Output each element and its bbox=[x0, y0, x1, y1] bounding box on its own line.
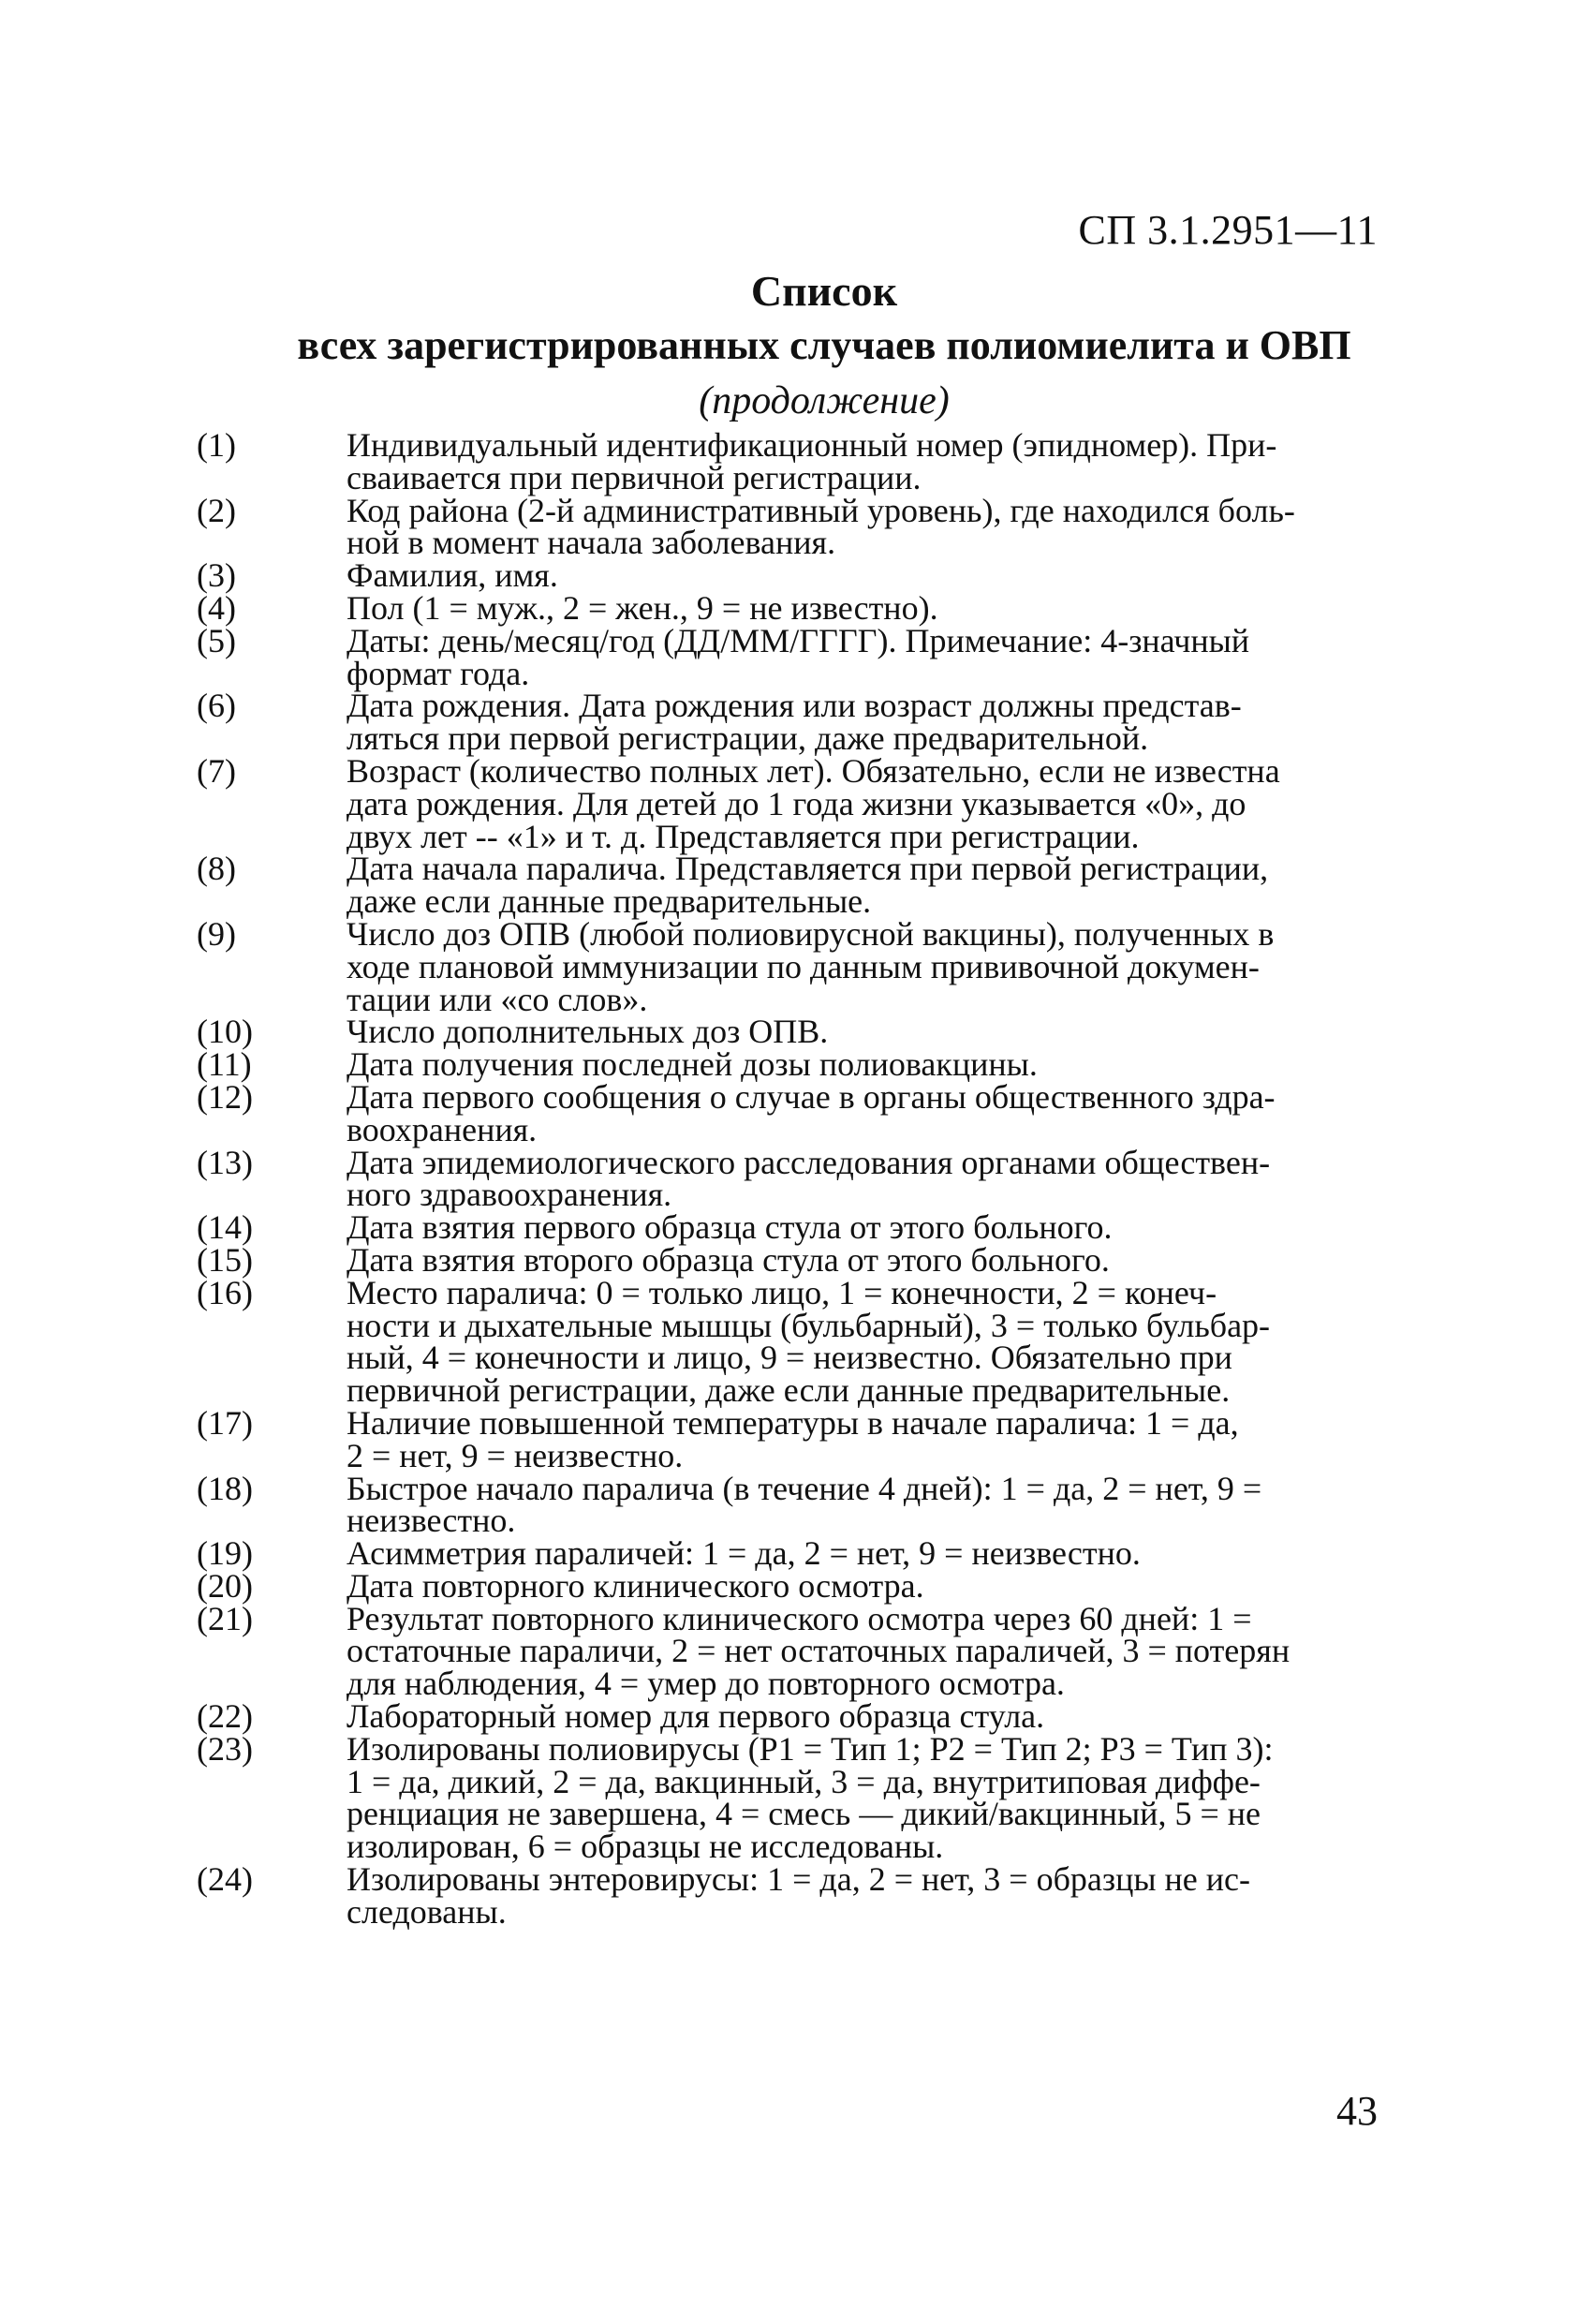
item-number: (11) bbox=[197, 1045, 252, 1084]
item-number: (5) bbox=[197, 621, 236, 659]
item-text: Даты: день/месяц/год (ДД/ММ/ГГГГ). Примечание: 4-значный формат года. bbox=[347, 621, 1250, 692]
item-number: (9) bbox=[197, 914, 236, 953]
list-item bbox=[197, 1566, 1379, 1605]
item-text: Лабораторный номер для первого образца стула. bbox=[347, 1697, 1045, 1736]
list-item bbox=[197, 621, 1379, 692]
item-text: Число дополнительных доз ОПВ. bbox=[347, 1013, 829, 1051]
list-item bbox=[197, 588, 1379, 627]
item-text: Дата рождения. Дата рождения или возраст должны представ- ляться при первой регистрации, даже предварительной. bbox=[347, 687, 1242, 758]
list-item bbox=[197, 850, 1379, 921]
item-number: (16) bbox=[197, 1273, 253, 1311]
list-item bbox=[197, 491, 1379, 562]
list-item bbox=[197, 1143, 1379, 1214]
item-number: (18) bbox=[197, 1469, 253, 1507]
item-text: Индивидуальный идентификационный номер (эпидномер). При- сваивается при первичной регистрации. bbox=[347, 426, 1277, 496]
list-item bbox=[197, 1469, 1379, 1540]
item-text: Асимметрия параличей: 1 = да, 2 = нет, 9 = неизвестно. bbox=[347, 1534, 1141, 1573]
item-number: (10) bbox=[197, 1013, 253, 1051]
item-number: (3) bbox=[197, 556, 236, 595]
item-number: (6) bbox=[197, 687, 236, 725]
list-item bbox=[197, 1240, 1379, 1279]
list-item bbox=[197, 1077, 1379, 1148]
item-text: Дата эпидемиологического расследования органами обществен- ного здравоохранения. bbox=[347, 1143, 1271, 1214]
page-subtitle: всех зарегистрированных случаев полиомиелита и ОВП bbox=[297, 322, 1351, 368]
title-block bbox=[272, 264, 1377, 429]
item-text: Возраст (количество полных лет). Обязательно, если не известна дата рождения. Для детей до 1 года жизни указывается «0», до двух лет -- «1» и т. д. Представляется при регистрации. bbox=[347, 751, 1280, 855]
item-number: (14) bbox=[197, 1208, 253, 1247]
item-number: (4) bbox=[197, 588, 236, 627]
item-text: Код района (2-й административный уровень), где находился боль- ной в момент начала заболевания. bbox=[347, 491, 1295, 562]
list-item bbox=[197, 1729, 1379, 1866]
item-number: (17) bbox=[197, 1403, 253, 1442]
list-item bbox=[197, 426, 1379, 496]
item-number: (15) bbox=[197, 1240, 253, 1279]
item-number: (21) bbox=[197, 1599, 253, 1637]
item-text: Дата взятия второго образца стула от этого больного. bbox=[347, 1240, 1110, 1279]
item-number: (8) bbox=[197, 850, 236, 888]
item-number: (24) bbox=[197, 1860, 253, 1899]
page-number: 43 bbox=[1336, 2088, 1378, 2134]
list-item bbox=[197, 1013, 1379, 1051]
item-number: (20) bbox=[197, 1566, 253, 1605]
item-text: Результат повторного клинического осмотра через 60 дней: 1 = остаточные параличи, 2 = нет остаточных параличей, 3 = потерян для наблюдения, 4 = умер до повторного осмотра. bbox=[347, 1599, 1291, 1703]
page-title: Список bbox=[750, 267, 898, 315]
document-code: СП 3.1.2951—11 bbox=[1078, 207, 1378, 253]
item-number: (1) bbox=[197, 426, 236, 464]
item-text: Наличие повышенной температуры в начале паралича: 1 = да, 2 = нет, 9 = неизвестно. bbox=[347, 1403, 1239, 1474]
list-item bbox=[197, 1534, 1379, 1573]
list-item bbox=[197, 1273, 1379, 1410]
item-text: Дата получения последней дозы полиовакцины. bbox=[347, 1045, 1038, 1084]
item-number: (23) bbox=[197, 1729, 253, 1768]
item-text: Дата начала паралича. Представляется при первой регистрации, даже если данные предварительные. bbox=[347, 850, 1269, 921]
item-number: (2) bbox=[197, 491, 236, 529]
item-text: Пол (1 = муж., 2 = жен., 9 = не известно). bbox=[347, 588, 938, 627]
field-definitions-list bbox=[197, 426, 1379, 1931]
continuation-label: (продолжение) bbox=[699, 379, 950, 422]
item-number: (13) bbox=[197, 1143, 253, 1181]
item-text: Изолированы полиовирусы (Р1 = Тип 1; Р2 = Тип 2; Р3 = Тип 3): 1 = да, дикий, 2 = да, вакцинный, 3 = да, внутритиповая диффе- ренциация не завершена, 4 = смесь — дикий/вакцинный, 5 = не изолирован, 6 = образцы не исследованы. bbox=[347, 1729, 1274, 1866]
list-item bbox=[197, 751, 1379, 855]
item-text: Дата первого сообщения о случае в органы общественного здра- воохранения. bbox=[347, 1077, 1276, 1148]
item-text: Дата взятия первого образца стула от этого больного. bbox=[347, 1208, 1113, 1247]
list-item bbox=[197, 1599, 1379, 1703]
list-item bbox=[197, 556, 1379, 595]
item-text: Место паралича: 0 = только лицо, 1 = конечности, 2 = конеч- ности и дыхательные мышцы (бульбарный), 3 = только бульбар- ный, 4 = конечности и лицо, 9 = неизвестно. Обязательно при первичной регистрации, даже если данные предварительные. bbox=[347, 1273, 1271, 1410]
item-text: Число доз ОПВ (любой полиовирусной вакцины), полученных в ходе плановой иммунизации по данным прививочной докумен- тации или «со слов». bbox=[347, 914, 1275, 1018]
item-text: Быстрое начало паралича (в течение 4 дней): 1 = да, 2 = нет, 9 = неизвестно. bbox=[347, 1469, 1262, 1540]
item-number: (12) bbox=[197, 1077, 253, 1116]
item-number: (7) bbox=[197, 751, 236, 790]
item-number: (19) bbox=[197, 1534, 253, 1573]
item-text: Изолированы энтеровирусы: 1 = да, 2 = нет, 3 = образцы не ис- следованы. bbox=[347, 1860, 1251, 1931]
item-text: Дата повторного клинического осмотра. bbox=[347, 1566, 924, 1605]
list-item bbox=[197, 1208, 1379, 1247]
list-item bbox=[197, 1403, 1379, 1474]
list-item bbox=[197, 1045, 1379, 1084]
list-item bbox=[197, 914, 1379, 1018]
list-item bbox=[197, 1860, 1379, 1931]
item-text: Фамилия, имя. bbox=[347, 556, 558, 595]
item-number: (22) bbox=[197, 1697, 253, 1736]
list-item bbox=[197, 1697, 1379, 1736]
list-item bbox=[197, 687, 1379, 758]
